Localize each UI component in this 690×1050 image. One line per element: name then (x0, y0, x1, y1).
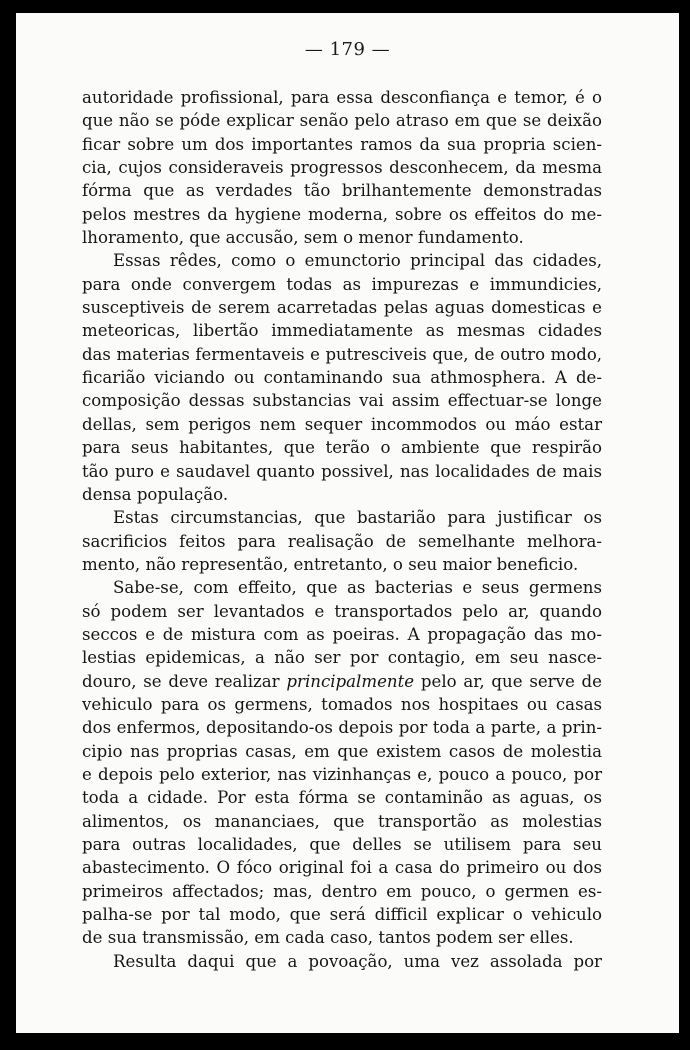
book-page (16, 13, 679, 1033)
page-number: — 179 — (304, 39, 391, 60)
text-line: que não se póde explicar senão pelo atraso em que se deixão (82, 111, 602, 131)
text-line: toda a cidade. Por esta fórma se contaminão as aguas, os (82, 788, 602, 808)
text-line: cia, cujos consideraveis progressos desconhecem, da mesma (82, 158, 602, 178)
text-line: das materias fermentaveis e putresciveis que, de outro modo, (82, 344, 602, 364)
text-line: dos enfermos, depositando-os depois por toda a parte, a prin- (82, 718, 602, 738)
paragraph (82, 249, 602, 506)
paragraph (82, 506, 602, 576)
text-line: para onde convergem todas as impurezas e immundicies, (82, 274, 602, 294)
paragraph (82, 576, 602, 950)
text-line: tão puro e saudavel quanto possivel, nas localidades de mais (82, 461, 602, 481)
text-line: seccos e de mistura com as poeiras. A propagação das mo- (82, 624, 602, 644)
text-line-with-italic (82, 670, 602, 693)
text-line: sacrificios feitos para realisação de semelhante melhora- (82, 531, 602, 551)
text-line: ficar sobre um dos importantes ramos da sua propria scien- (82, 134, 602, 154)
text-line: lestias epidemicas, a não ser por contagio, em seu nasce- (82, 648, 602, 668)
text-line: pelos mestres da hygiene moderna, sobre os effeitos do me- (82, 204, 602, 224)
text-line: susceptiveis de serem acarretadas pelas aguas domesticas e (82, 298, 602, 318)
text-line: Estas circumstancias, que bastarião para justificar os (113, 508, 602, 528)
text-line: fórma que as verdades tão brilhantemente demonstradas (82, 181, 602, 201)
paragraph (82, 950, 602, 973)
text-line: ficarião viciando ou contaminando sua athmosphera. A de- (82, 368, 602, 388)
text-line: de sua transmissão, em cada caso, tantos podem ser elles. (82, 928, 574, 948)
text-line: cipio nas proprias casas, em que existem casos de molestia (82, 741, 602, 761)
italic-emphasis: principalmente (286, 671, 415, 691)
text-line: vehiculo para os germens, tomados nos hospitaes ou casas (82, 694, 602, 714)
text-line: Resulta daqui que a povoação, uma vez assolada por (113, 951, 602, 971)
text-line: palha-se por tal modo, que será difficil explicar o vehiculo (82, 905, 602, 925)
text-line: Sabe-se, com effeito, que as bacterias e seus germens (113, 578, 602, 598)
text-line: densa população. (82, 484, 229, 504)
text-line: lhoramento, que accusão, sem o menor fundamento. (82, 228, 524, 248)
text-line: só podem ser levantados e transportados pelo ar, quando (82, 601, 602, 621)
text-line: autoridade profissional, para essa desconfiança e temor, é o (82, 88, 602, 107)
text-line: dellas, sem perigos nem sequer incommodos ou máo estar (82, 414, 602, 434)
text-fragment: pelo ar, que serve de (420, 671, 603, 691)
text-line: mento, não representão, entretanto, o seu maior beneficio. (82, 554, 579, 574)
text-line: primeiros affectados; mas, dentro em pouco, o germen es- (82, 881, 602, 901)
text-line: e depois pelo exterior, nas vizinhanças e, pouco a pouco, por (82, 764, 602, 784)
text-line: Essas rêdes, como o emunctorio principal das cidades, (113, 251, 602, 271)
text-fragment: douro, se deve realizar (82, 671, 280, 691)
text-line: para seus habitantes, que terão o ambiente que respirão (82, 438, 602, 458)
body-text (82, 86, 602, 973)
text-line: abastecimento. O fóco original foi a casa do primeiro ou dos (82, 858, 602, 878)
paragraph (82, 86, 602, 249)
text-line: alimentos, os mananciaes, que transportão as molestias (82, 811, 602, 831)
text-line: para outras localidades, que delles se utilisem para seu (82, 835, 602, 854)
text-line: meteoricas, libertão immediatamente as mesmas cidades (82, 321, 602, 341)
text-line: composição dessas substancias vai assim effectuar-se longe (82, 391, 602, 411)
